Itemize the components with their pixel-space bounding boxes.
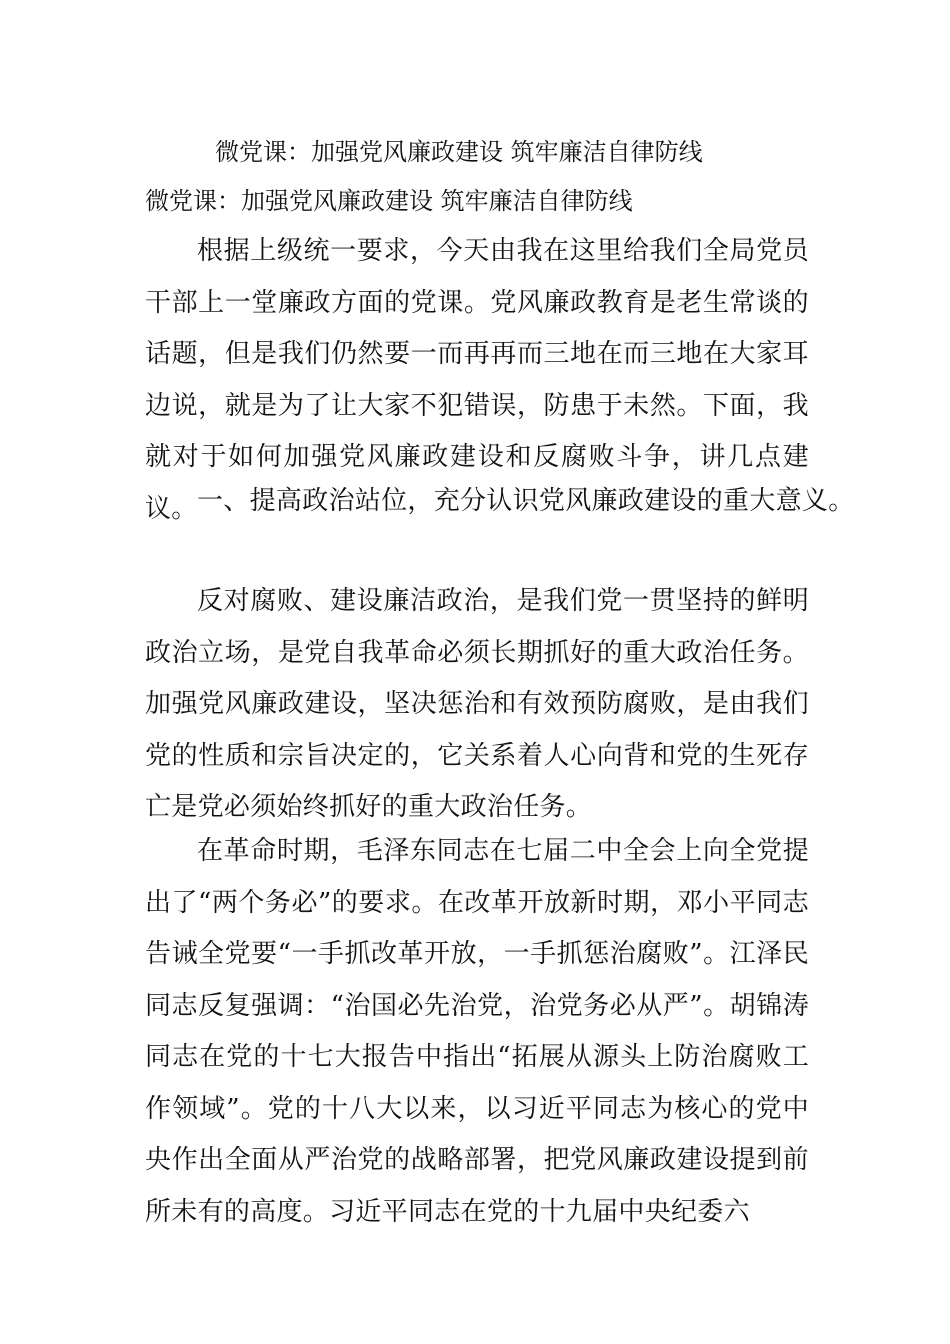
document-title-repeat: 微党课：加强党风廉政建设 筑牢廉洁自律防线 (145, 187, 633, 215)
section-heading-1: 一、提高政治站位，充分认识党风廉政建设的重大意义。 (197, 486, 855, 516)
paragraph-history: 在革命时期，毛泽东同志在七届二中全会上向全党提出了“两个务必”的要求。在改革开放新时期，邓小平同志告诫全党要“一手抓改革开放，一手抓惩治腐败”。江泽民同志反复强调：“治国必先治党，治党务必从严”。胡锦涛同志在党的十七大报告中指出“拓展从源头上防治腐败工作领域”。党的十八大以来，以习近平同志为核心的党中央作出全面从严治党的战略部署，把党风廉政建设提到前所未有的高度。习近平同志在党的十九届中央纪委六 (145, 836, 809, 1227)
paragraph-anti-corruption: 反对腐败、建设廉洁政治，是我们党一贯坚持的鲜明政治立场，是党自我革命必须长期抓好的重大政治任务。加强党风廉政建设，坚决惩治和有效预防腐败，是由我们党的性质和宗旨决定的，它关系着人心向背和党的生死存亡是党必须始终抓好的重大政治任务。 (145, 586, 809, 822)
paragraph-intro: 根据上级统一要求，今天由我在这里给我们全局党员干部上一堂廉政方面的党课。党风廉政教育是老生常谈的话题，但是我们仍然要一而再再而三地在而三地在大家耳边说，就是为了让大家不犯错误，防患于未然。下面，我就对于如何加强党风廉政建设和反腐败斗争，讲几点建议。 (145, 236, 809, 524)
document-title-centered: 微党课：加强党风廉政建设 筑牢廉洁自律防线 (215, 138, 703, 166)
